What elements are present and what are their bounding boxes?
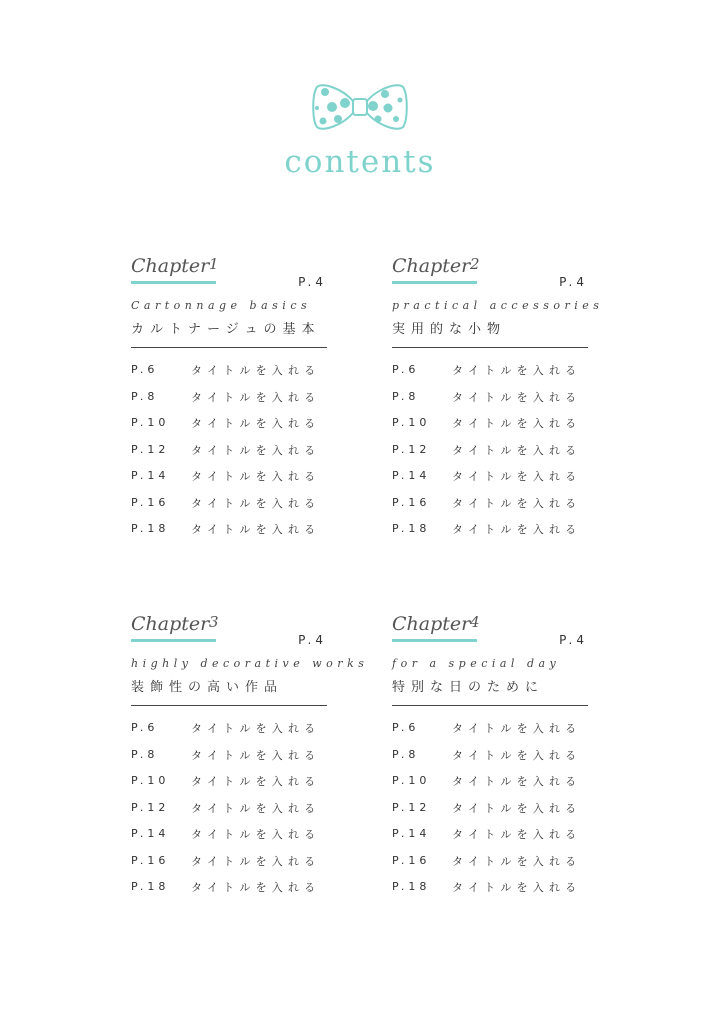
toc-title: タイトルを入れる: [191, 801, 321, 815]
chapter-page-number: P.4: [559, 633, 588, 647]
chapter-english-title: highly decorative works: [131, 657, 369, 670]
toc-title: タイトルを入れる: [191, 775, 321, 788]
toc-list: [131, 363, 327, 549]
chapter-heading: [131, 255, 327, 289]
toc-title: タイトルを入れる: [191, 470, 321, 483]
chapter-underline: [392, 281, 477, 284]
chapter-script-label: Chapter: [131, 255, 210, 277]
toc-list: [392, 721, 588, 907]
toc-entry[interactable]: [131, 390, 327, 417]
toc-entry[interactable]: [131, 416, 327, 443]
chapter-japanese-title: カルトナージュの基本: [131, 322, 321, 337]
toc-title: タイトルを入れる: [191, 722, 321, 735]
toc-title: タイトルを入れる: [452, 828, 582, 841]
bow-tie-icon: [312, 82, 408, 132]
toc-page-number: P.6: [392, 363, 420, 376]
toc-title: タイトルを入れる: [452, 775, 582, 788]
chapter-number: 4: [470, 613, 480, 631]
toc-title: タイトルを入れる: [452, 364, 582, 377]
toc-page-number: P.12: [392, 442, 431, 456]
toc-title: タイトルを入れる: [452, 417, 582, 430]
chapter-english-title: Cartonnage basics: [131, 299, 312, 312]
toc-entry[interactable]: [131, 748, 327, 775]
toc-title: タイトルを入れる: [191, 854, 321, 868]
toc-page-number: P.6: [392, 721, 420, 734]
toc-entry[interactable]: [131, 827, 327, 854]
toc-page-number: P.18: [131, 880, 170, 893]
toc-page-number: P.16: [131, 495, 170, 509]
toc-entry[interactable]: [131, 469, 327, 496]
toc-page-number: P.8: [392, 747, 420, 761]
toc-title: タイトルを入れる: [452, 523, 582, 536]
toc-title: タイトルを入れる: [452, 470, 582, 483]
toc-entry[interactable]: [392, 416, 588, 443]
toc-title: タイトルを入れる: [452, 881, 582, 894]
toc-entry[interactable]: [392, 774, 588, 801]
page-title: contents: [284, 144, 436, 180]
chapter-japanese-title: 特別な日のために: [392, 680, 545, 695]
chapter-page-number: P.4: [298, 275, 327, 289]
toc-page-number: P.18: [392, 880, 431, 893]
chapter-number: 2: [470, 255, 480, 273]
toc-entry[interactable]: [131, 721, 327, 748]
chapter-underline: [131, 639, 216, 642]
chapter-section: [131, 613, 369, 913]
toc-page-number: P.6: [131, 363, 159, 376]
toc-page-number: P.10: [392, 416, 431, 429]
toc-title: タイトルを入れる: [452, 722, 582, 735]
toc-entry[interactable]: [131, 801, 327, 828]
chapter-english-title: practical accessories: [392, 299, 604, 312]
toc-entry[interactable]: [131, 363, 327, 390]
toc-page-number: P.12: [131, 800, 170, 814]
toc-title: タイトルを入れる: [452, 496, 582, 510]
toc-entry[interactable]: [131, 443, 327, 470]
toc-entry[interactable]: [392, 363, 588, 390]
chapter-heading: [392, 613, 588, 647]
toc-page-number: P.14: [392, 469, 431, 482]
toc-page-number: P.6: [131, 721, 159, 734]
toc-entry[interactable]: [392, 880, 588, 907]
chapter-english-title: for a special day: [392, 657, 561, 670]
toc-page-number: P.8: [131, 389, 159, 403]
toc-entry[interactable]: [131, 774, 327, 801]
toc-title: タイトルを入れる: [191, 748, 321, 762]
toc-title: タイトルを入れる: [452, 390, 582, 404]
toc-title: タイトルを入れる: [191, 417, 321, 430]
toc-entry[interactable]: [392, 827, 588, 854]
chapter-japanese-title: 装飾性の高い作品: [131, 680, 284, 695]
chapter-number: 1: [209, 255, 219, 273]
chapter-divider: [131, 705, 327, 706]
toc-title: タイトルを入れる: [452, 854, 582, 868]
toc-entry[interactable]: [392, 522, 588, 549]
toc-page-number: P.14: [131, 469, 170, 482]
toc-title: タイトルを入れる: [191, 496, 321, 510]
toc-entry[interactable]: [392, 496, 588, 523]
toc-list: [131, 721, 327, 907]
chapter-script-label: Chapter: [392, 613, 471, 635]
toc-entry[interactable]: [131, 496, 327, 523]
toc-entry[interactable]: [392, 748, 588, 775]
toc-page-number: P.10: [131, 774, 170, 787]
chapter-section: [392, 613, 588, 913]
toc-page-number: P.14: [392, 827, 431, 840]
toc-page-number: P.14: [131, 827, 170, 840]
chapter-underline: [131, 281, 216, 284]
toc-title: タイトルを入れる: [452, 801, 582, 815]
toc-entry[interactable]: [392, 854, 588, 881]
toc-title: タイトルを入れる: [452, 443, 582, 457]
chapter-japanese-title: 実用的な小物: [392, 322, 507, 337]
toc-entry[interactable]: [392, 469, 588, 496]
toc-page-number: P.8: [131, 747, 159, 761]
chapter-underline: [392, 639, 477, 642]
toc-page-number: P.12: [392, 800, 431, 814]
toc-entry[interactable]: [392, 443, 588, 470]
chapter-script-label: Chapter: [392, 255, 471, 277]
toc-page-number: P.16: [392, 495, 431, 509]
chapter-heading: [392, 255, 588, 289]
chapter-section: [131, 255, 327, 555]
toc-title: タイトルを入れる: [452, 748, 582, 762]
toc-entry[interactable]: [131, 880, 327, 907]
toc-title: タイトルを入れる: [191, 828, 321, 841]
toc-title: タイトルを入れる: [191, 364, 321, 377]
toc-title: タイトルを入れる: [191, 390, 321, 404]
chapter-section: [392, 255, 604, 555]
toc-page-number: P.18: [392, 522, 431, 535]
chapter-divider: [392, 347, 588, 348]
toc-page-number: P.10: [131, 416, 170, 429]
chapter-script-label: Chapter: [131, 613, 210, 635]
toc-title: タイトルを入れる: [191, 523, 321, 536]
toc-entry[interactable]: [392, 721, 588, 748]
chapter-divider: [392, 705, 588, 706]
toc-page-number: P.12: [131, 442, 170, 456]
chapter-page-number: P.4: [298, 633, 327, 647]
toc-page-number: P.10: [392, 774, 431, 787]
chapter-page-number: P.4: [559, 275, 588, 289]
toc-list: [392, 363, 588, 549]
toc-entry[interactable]: [131, 854, 327, 881]
toc-page-number: P.16: [131, 853, 170, 867]
toc-page-number: P.8: [392, 389, 420, 403]
toc-title: タイトルを入れる: [191, 443, 321, 457]
toc-page-number: P.18: [131, 522, 170, 535]
chapter-number: 3: [209, 613, 219, 631]
chapter-heading: [131, 613, 327, 647]
toc-entry[interactable]: [392, 390, 588, 417]
toc-entry[interactable]: [392, 801, 588, 828]
toc-page-number: P.16: [392, 853, 431, 867]
toc-entry[interactable]: [131, 522, 327, 549]
toc-title: タイトルを入れる: [191, 881, 321, 894]
chapter-divider: [131, 347, 327, 348]
